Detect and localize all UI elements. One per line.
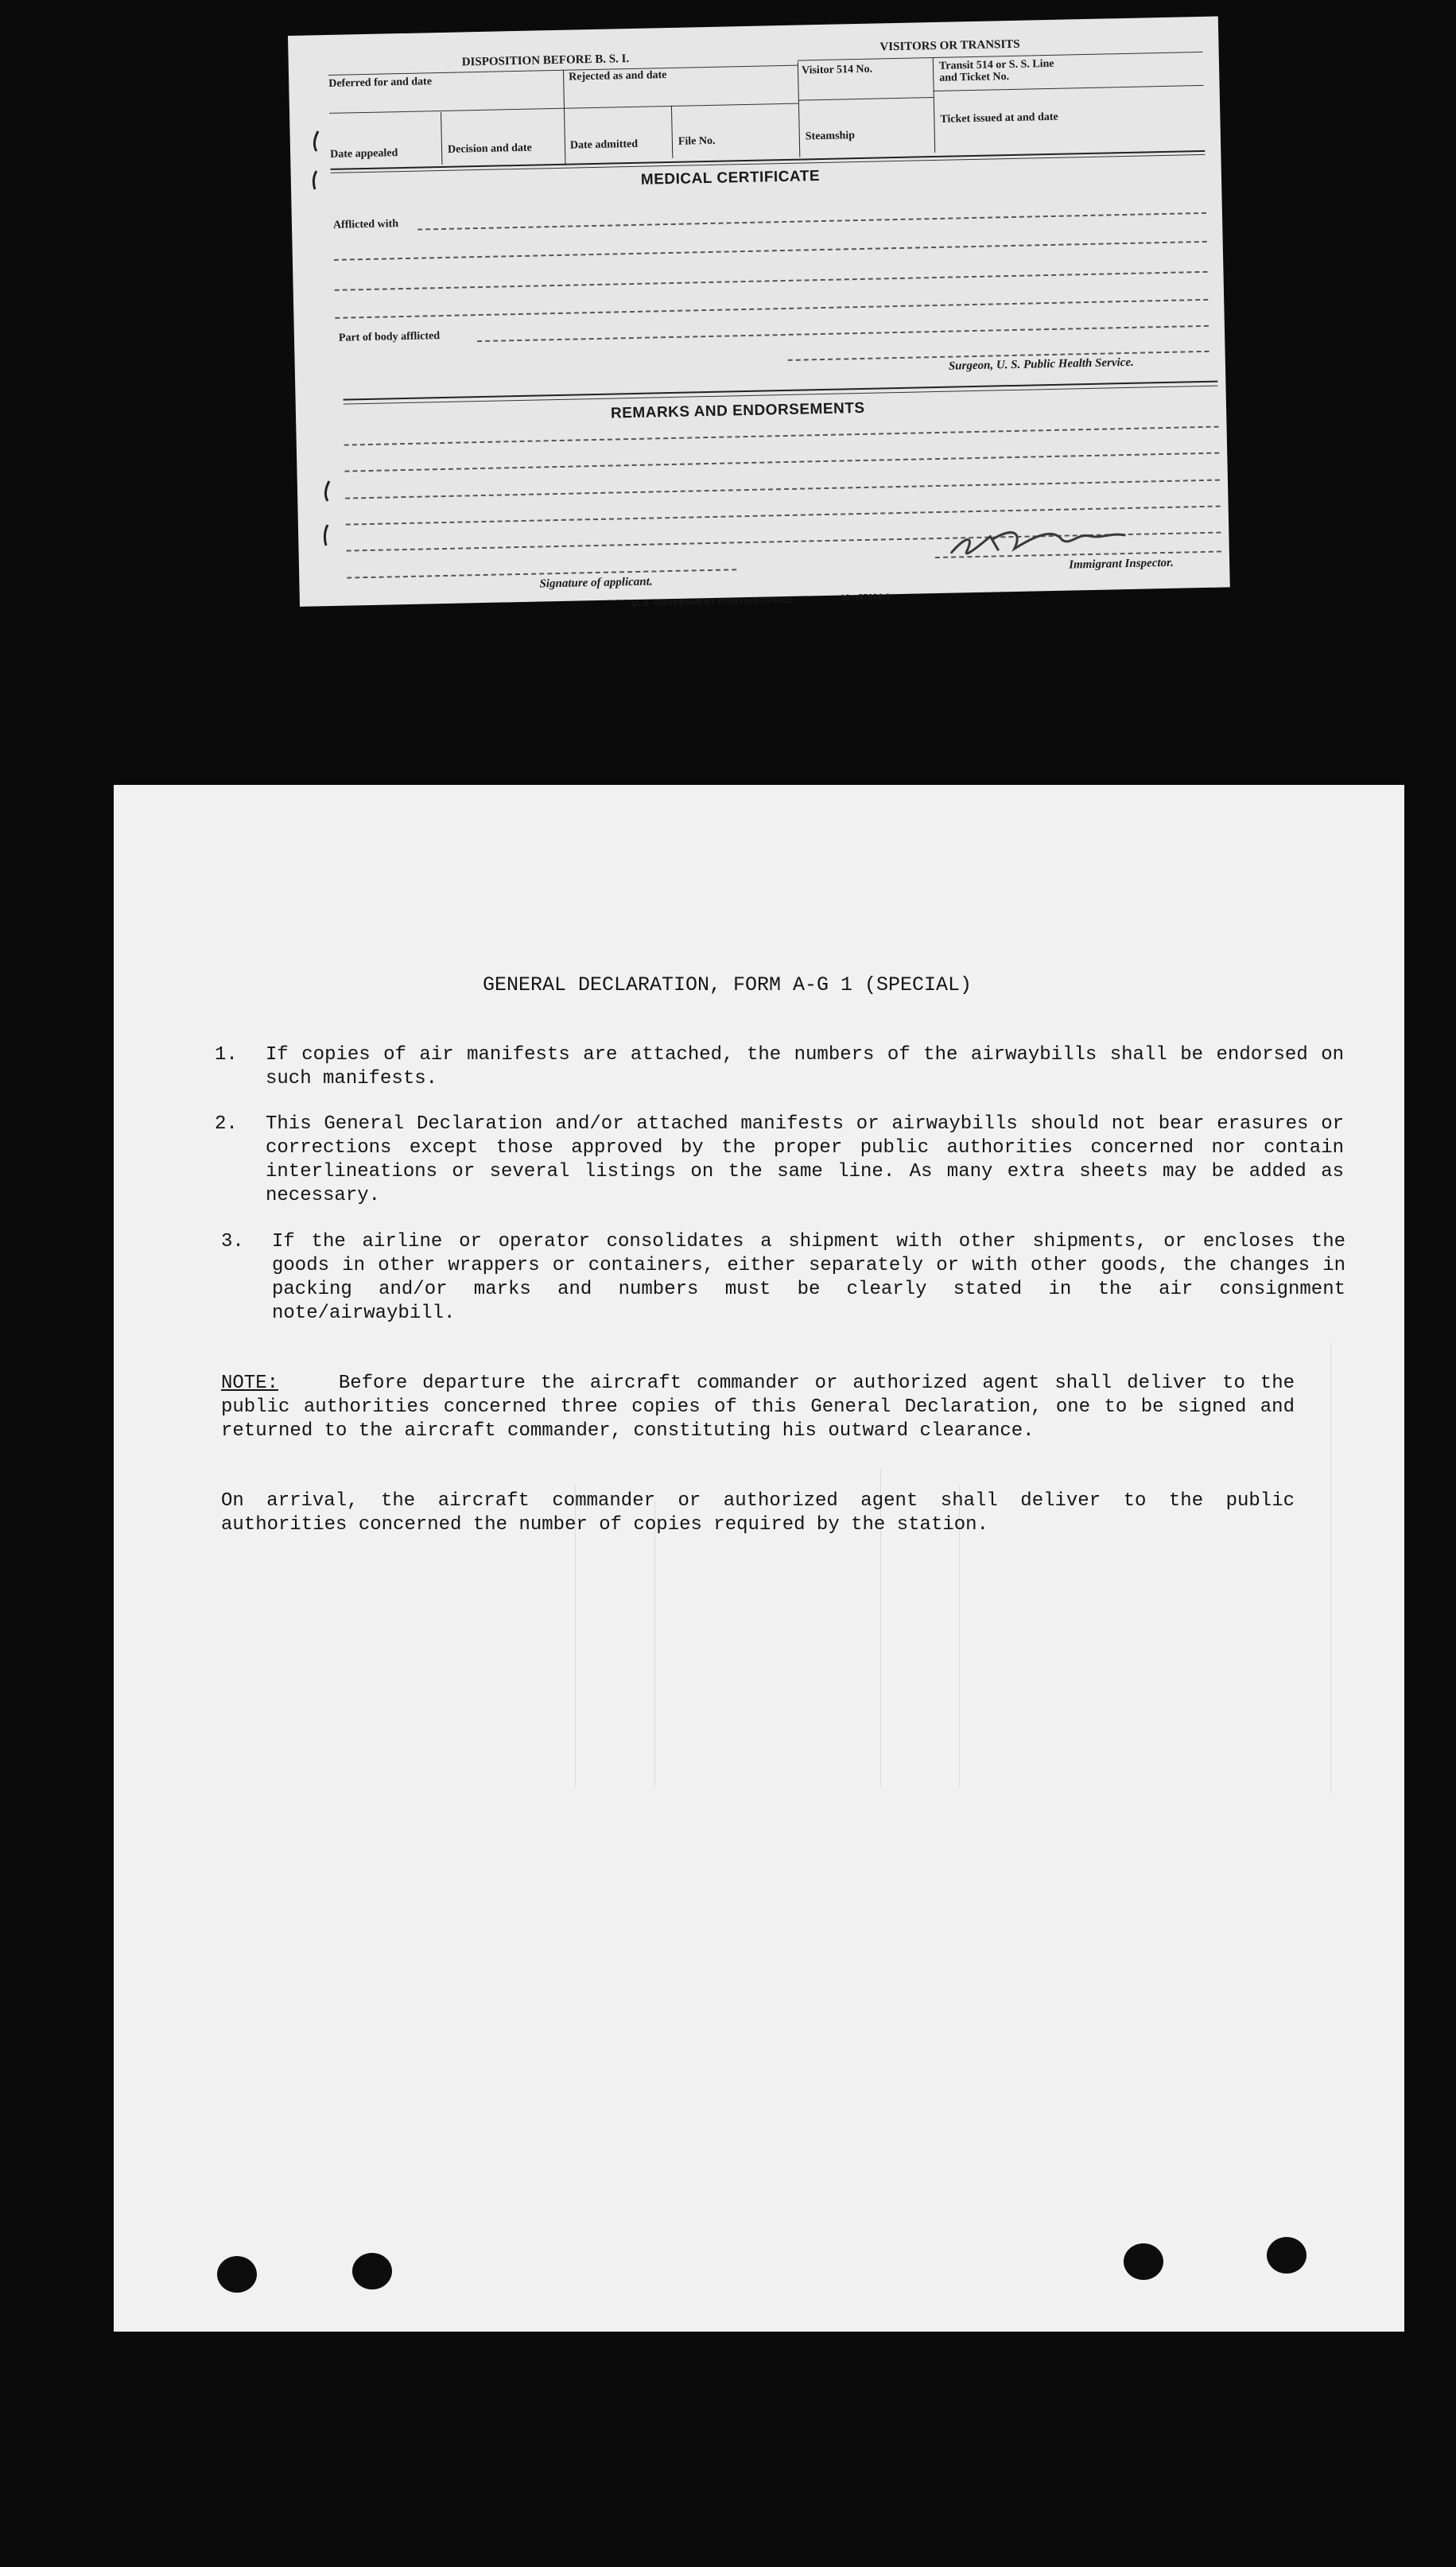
punch-hole (352, 2253, 392, 2289)
medical-certificate-card (288, 16, 1230, 609)
inspector-signature (942, 508, 1134, 568)
punch-hole (1267, 2237, 1307, 2274)
item-number: 2. (215, 1113, 238, 1135)
afflicted-with-label: Afflicted with (332, 218, 399, 231)
general-declaration-page (114, 785, 1404, 2332)
form-code-label: 16—57034-1 (840, 592, 891, 603)
deferred-label: Deferred for and date (328, 76, 433, 90)
decision-label: Decision and date (447, 142, 532, 156)
note-paragraph (221, 1372, 1295, 1443)
page-title: GENERAL DECLARATION, FORM A-G 1 (SPECIAL) (482, 973, 973, 996)
disposition-header: DISPOSITION BEFORE B. S. I. (461, 52, 630, 69)
item-number: 3. (221, 1231, 244, 1252)
arrival-paragraph (221, 1489, 1295, 1537)
item-text: If copies of air manifests are attached, the numbers of the airwaybills shall be endorsed on such manifests. (266, 1044, 1344, 1089)
date-appealed-label: Date appealed (329, 147, 398, 161)
item-text: If the airline or operator consolidates a shipment with other shipments, or encloses the goods in other wrappers or containers, either separately or with other goods, the changes in packing and/or marks and numbers must be clearly stated in the air consignment note/airwaybill. (272, 1231, 1345, 1324)
punch-hole (1124, 2243, 1163, 2280)
arrival-text: On arrival, the aircraft commander or authorized agent shall deliver to the public authorities concerned the number of copies required by the station. (221, 1490, 1295, 1536)
transit-514-label: Transit 514 or S. S. Line (938, 57, 1054, 72)
item-text: This General Declaration and/or attached manifests or airwaybills should not bear erasures or corrections except those approved by the proper public authorities concerned nor contain interlineations or several listings on the same line. As many extra sheets may be added as necessary. (266, 1113, 1344, 1206)
visitor-514-label: Visitor 514 No. (801, 63, 873, 77)
binding-mark (309, 127, 324, 191)
file-no-label: File No. (678, 134, 716, 148)
punch-hole (217, 2256, 257, 2293)
ticket-no-label: and Ticket No. (939, 71, 1010, 84)
immigrant-inspector-label: Immigrant Inspector. (1068, 556, 1174, 572)
medical-certificate-heading: MEDICAL CERTIFICATE (640, 168, 821, 188)
rejected-label: Rejected as and date (569, 69, 667, 83)
printing-office-label: U. S. GOVERNMENT PRINTING OFFICE (631, 596, 794, 609)
visitors-header: VISITORS OR TRANSITS (879, 37, 1020, 54)
date-admitted-label: Date admitted (569, 138, 639, 152)
binding-mark (320, 477, 336, 549)
item-number: 1. (215, 1044, 238, 1066)
note-text: Before departure the aircraft commander or authorized agent shall deliver to the public authorities concerned three copies of this General Declaration, one to be signed and returned to the aircraft commander, constituting his outward clearance. (221, 1373, 1295, 1442)
part-of-body-label: Part of body afflicted (338, 330, 441, 344)
ticket-issued-label: Ticket issued at and date (940, 111, 1058, 126)
steamship-label: Steamship (805, 130, 856, 143)
note-label: NOTE: (221, 1373, 279, 1394)
signature-of-applicant-label: Signature of applicant. (539, 575, 653, 591)
surgeon-label: Surgeon, U. S. Public Health Service. (948, 355, 1134, 373)
remarks-heading: REMARKS AND ENDORSEMENTS (610, 399, 865, 422)
